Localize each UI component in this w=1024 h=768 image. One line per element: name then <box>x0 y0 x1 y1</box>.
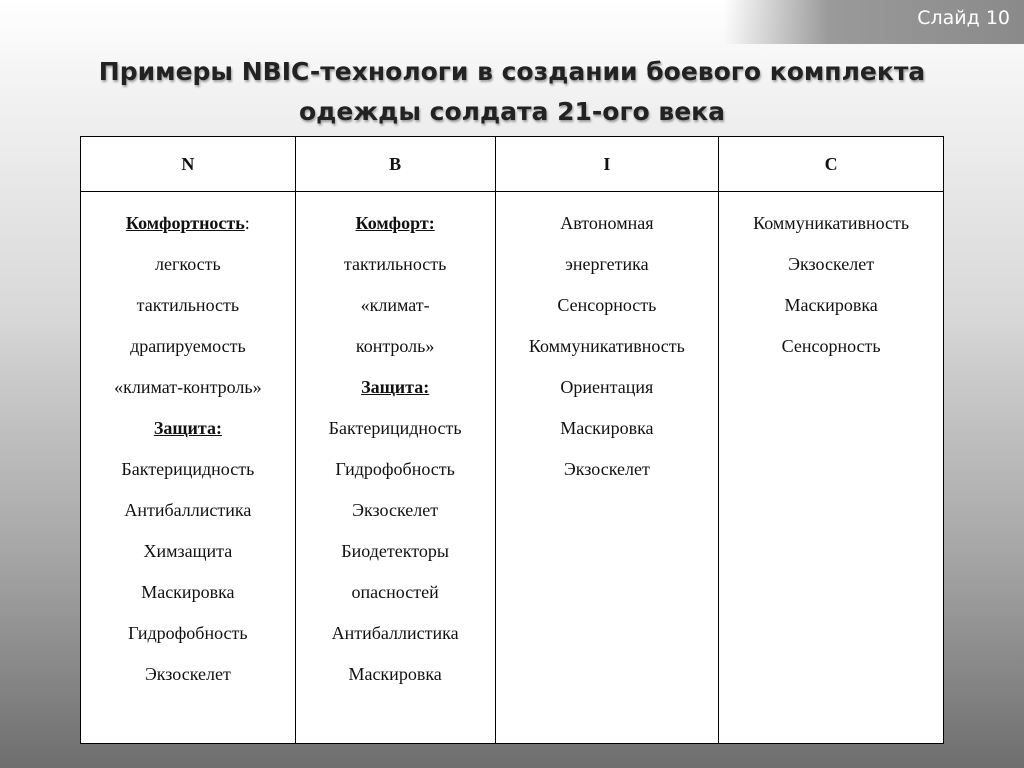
cell-item-text: легкость <box>155 254 221 274</box>
cell-item <box>296 285 495 326</box>
cell-item <box>496 367 719 408</box>
cell-item <box>719 244 943 285</box>
cell-section-heading <box>296 367 495 408</box>
cell-item-text: Маскировка <box>348 664 442 684</box>
cell-item <box>81 244 295 285</box>
cell-item-text: Экзоскелет <box>563 459 650 479</box>
cell-item-text: Ориентация <box>560 377 654 397</box>
cell-item <box>296 449 495 490</box>
cell-item-text: Маскировка <box>784 295 878 315</box>
cell-item <box>81 654 295 695</box>
cell-item-text: Биодетекторы <box>341 541 449 561</box>
cell-section-heading <box>81 408 295 449</box>
cell-item-text: опасностей <box>351 582 439 602</box>
cell-section-heading <box>81 203 295 244</box>
cell-item-text: Коммуникативность <box>753 213 910 233</box>
cell-item-text: Защита: <box>361 377 430 397</box>
nbic-table <box>80 136 944 744</box>
cell-item-text: Сенсорность <box>781 336 881 356</box>
cell-item <box>296 244 495 285</box>
cell-item-text: Экзоскелет <box>144 664 231 684</box>
cell-item-text: Защита: <box>153 418 222 438</box>
cell-item-text: Маскировка <box>560 418 654 438</box>
cell-item-text: тактильность <box>343 254 447 274</box>
cell-item-text: Бактерицидность <box>121 459 255 479</box>
cell-item <box>496 285 719 326</box>
cell-item <box>296 654 495 695</box>
cell-item <box>296 613 495 654</box>
cell-item-text: Автономная <box>560 213 654 233</box>
header-b: B <box>295 137 495 192</box>
cell-item-text: Антибаллистика <box>331 623 459 643</box>
slide-number: Слайд 10 <box>724 0 1024 44</box>
table-header-row <box>81 137 944 192</box>
slide-title-line-1: Примеры NBIC-технологи в создании боевого комплекта <box>98 57 926 86</box>
cell-item-text: Гидрофобность <box>128 623 248 643</box>
cell-item <box>296 408 495 449</box>
cell-section-heading <box>296 203 495 244</box>
cell-item-text: Комфорт: <box>355 213 435 233</box>
header-i: I <box>495 137 719 192</box>
cell-item-text: Гидрофобность <box>335 459 455 479</box>
cell-item <box>296 531 495 572</box>
cell-item <box>81 449 295 490</box>
cell-item-text: Экзоскелет <box>352 500 439 520</box>
cell-item-text: Комфортность <box>125 213 245 233</box>
cell-item-text: Маскировка <box>141 582 235 602</box>
cell-item <box>81 531 295 572</box>
column-n-cell <box>81 192 296 744</box>
column-i-cell <box>495 192 719 744</box>
table-body-row <box>81 192 944 744</box>
cell-item <box>81 367 295 408</box>
cell-item <box>719 285 943 326</box>
cell-item-text: контроль» <box>355 336 435 356</box>
column-c-cell <box>719 192 944 744</box>
cell-item <box>296 572 495 613</box>
cell-item-text: Экзоскелет <box>788 254 875 274</box>
cell-item <box>719 326 943 367</box>
column-b-cell <box>295 192 495 744</box>
cell-item <box>496 449 719 490</box>
cell-item <box>496 408 719 449</box>
cell-item-text: Антибаллистика <box>124 500 252 520</box>
cell-item-text: энергетика <box>565 254 649 274</box>
cell-item <box>81 613 295 654</box>
cell-item-text: Бактерицидность <box>328 418 462 438</box>
header-c: C <box>719 137 944 192</box>
cell-item <box>496 244 719 285</box>
cell-item-text: драпируемость <box>130 336 246 356</box>
slide-title <box>60 52 964 132</box>
cell-item <box>296 326 495 367</box>
cell-item <box>81 490 295 531</box>
cell-item-text: Сенсорность <box>557 295 657 315</box>
cell-item-text: Коммуникативность <box>528 336 685 356</box>
cell-item <box>81 572 295 613</box>
cell-item <box>81 326 295 367</box>
cell-item-text: «климат-контроль» <box>114 377 262 397</box>
slide-title-line-2: одежды солдата 21-ого века <box>298 97 726 126</box>
cell-item-text: тактильность <box>136 295 240 315</box>
cell-item <box>496 203 719 244</box>
cell-item-suffix: : <box>244 213 250 233</box>
cell-item-text: Химзащита <box>143 541 233 561</box>
cell-item <box>296 490 495 531</box>
cell-item <box>496 326 719 367</box>
cell-item <box>81 285 295 326</box>
cell-item-text: «климат- <box>360 295 430 315</box>
header-n: N <box>81 137 296 192</box>
cell-item <box>719 203 943 244</box>
